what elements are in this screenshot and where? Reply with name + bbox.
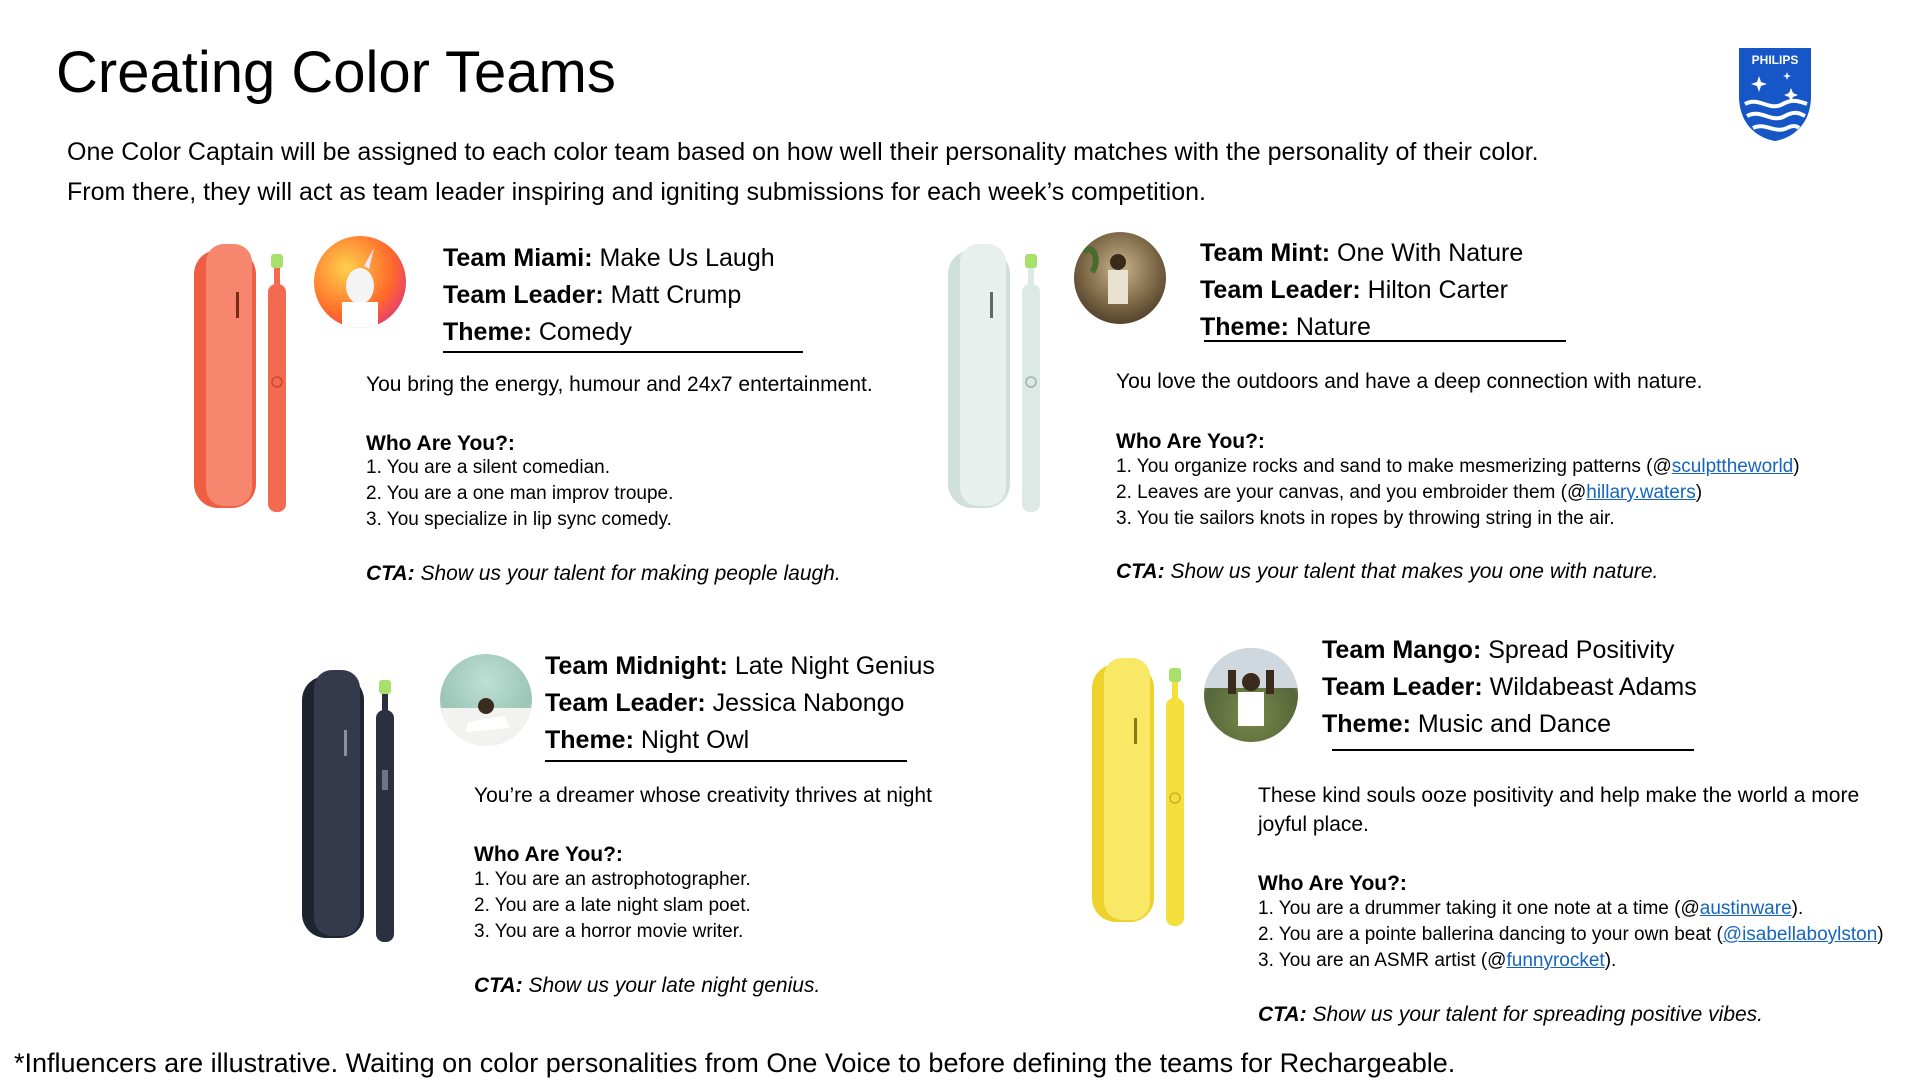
mango-toothbrush-image: [1088, 658, 1204, 930]
midnight-description: You’re a dreamer whose creativity thrives at night: [474, 784, 932, 807]
footer-note: *Influencers are illustrative. Waiting on color personalities from One Voice to before defining the teams for Rechargeable.: [14, 1048, 1456, 1078]
mango-cta: CTA: Show us your talent for spreading positive vibes.: [1258, 1003, 1764, 1026]
midnight-item-1: 1. You are an astrophotographer.: [474, 869, 751, 890]
mango-item-2: 2. You are a pointe ballerina dancing to your own beat (@isabellaboylston): [1258, 924, 1884, 945]
mango-team-leader: Team Leader: Wildabeast Adams: [1322, 673, 1697, 701]
midnight-team-leader: Team Leader: Jessica Nabongo: [545, 689, 905, 717]
midnight-divider: [545, 760, 907, 762]
hillary-waters-link[interactable]: hillary.waters: [1586, 482, 1696, 503]
mint-item-2: 2. Leaves are your canvas, and you embroider them (@hillary.waters): [1116, 482, 1703, 503]
mint-team-leader: Team Leader: Hilton Carter: [1200, 276, 1508, 304]
miami-theme: Theme: Comedy: [443, 318, 632, 346]
mango-description: These kind souls ooze positivity and help make the world a more joyful place.: [1258, 784, 1860, 836]
midnight-theme: Theme: Night Owl: [545, 726, 750, 754]
mango-who-heading: Who Are You?:: [1258, 872, 1407, 895]
svg-text:PHILIPS: PHILIPS: [1751, 53, 1799, 67]
midnight-toothbrush-image: [298, 670, 414, 946]
mango-theme: Theme: Music and Dance: [1322, 710, 1612, 738]
miami-item-1: 1. You are a silent comedian.: [366, 457, 611, 478]
midnight-item-2: 2. You are a late night slam poet.: [474, 895, 751, 916]
funnyrocket-link[interactable]: funnyrocket: [1506, 950, 1605, 971]
miami-who-heading: Who Are You?:: [366, 432, 515, 455]
mint-team-heading: Team Mint: One With Nature: [1200, 239, 1524, 267]
intro-line-1: One Color Captain will be assigned to each color team based on how well their personality matches with the personality of their color.: [67, 138, 1539, 166]
miami-team-leader: Team Leader: Matt Crump: [443, 281, 742, 309]
austinware-link[interactable]: austinware: [1699, 898, 1792, 919]
mango-item-3: 3. You are an ASMR artist (@funnyrocket).: [1258, 950, 1617, 971]
mint-toothbrush-image: [944, 244, 1060, 514]
miami-team-heading: Team Miami: Make Us Laugh: [443, 244, 775, 272]
intro-line-2: From there, they will act as team leader inspiring and igniting submissions for each week’s competition.: [67, 178, 1206, 206]
mango-divider: [1332, 749, 1694, 751]
wildabeast-adams-avatar: [1204, 648, 1298, 742]
page-title: Creating Color Teams: [56, 40, 616, 105]
miami-item-3: 3. You specialize in lip sync comedy.: [366, 509, 672, 530]
midnight-who-heading: Who Are You?:: [474, 843, 623, 866]
sculpttheworld-link[interactable]: sculpttheworld: [1671, 456, 1794, 477]
mint-cta: CTA: Show us your talent that makes you one with nature.: [1116, 560, 1659, 583]
mint-who-heading: Who Are You?:: [1116, 430, 1265, 453]
mango-item-1: 1. You are a drummer taking it one note at a time (@austinware).: [1258, 898, 1804, 919]
miami-item-2: 2. You are a one man improv troupe.: [366, 483, 674, 504]
midnight-team-heading: Team Midnight: Late Night Genius: [545, 652, 935, 680]
mint-item-1: 1. You organize rocks and sand to make mesmerizing patterns (@sculpttheworld): [1116, 456, 1800, 477]
isabellaboylston-link[interactable]: @isabellaboylston: [1722, 924, 1878, 945]
mint-theme: Theme: Nature: [1200, 313, 1371, 341]
jessica-nabongo-avatar: [440, 654, 532, 746]
midnight-cta: CTA: Show us your late night genius.: [474, 974, 821, 997]
mango-team-heading: Team Mango: Spread Positivity: [1322, 636, 1675, 664]
mint-divider: [1204, 340, 1566, 342]
philips-logo: [1737, 46, 1813, 142]
miami-toothbrush-image: [190, 244, 306, 514]
miami-description: You bring the energy, humour and 24x7 entertainment.: [366, 373, 873, 396]
mint-description: You love the outdoors and have a deep connection with nature.: [1116, 370, 1703, 393]
mint-item-3: 3. You tie sailors knots in ropes by throwing string in the air.: [1116, 508, 1615, 529]
miami-divider: [443, 351, 803, 353]
miami-cta: CTA: Show us your talent for making people laugh.: [366, 562, 841, 585]
matt-crump-avatar: [314, 236, 406, 328]
hilton-carter-avatar: [1074, 232, 1166, 324]
midnight-item-3: 3. You are a horror movie writer.: [474, 921, 744, 942]
